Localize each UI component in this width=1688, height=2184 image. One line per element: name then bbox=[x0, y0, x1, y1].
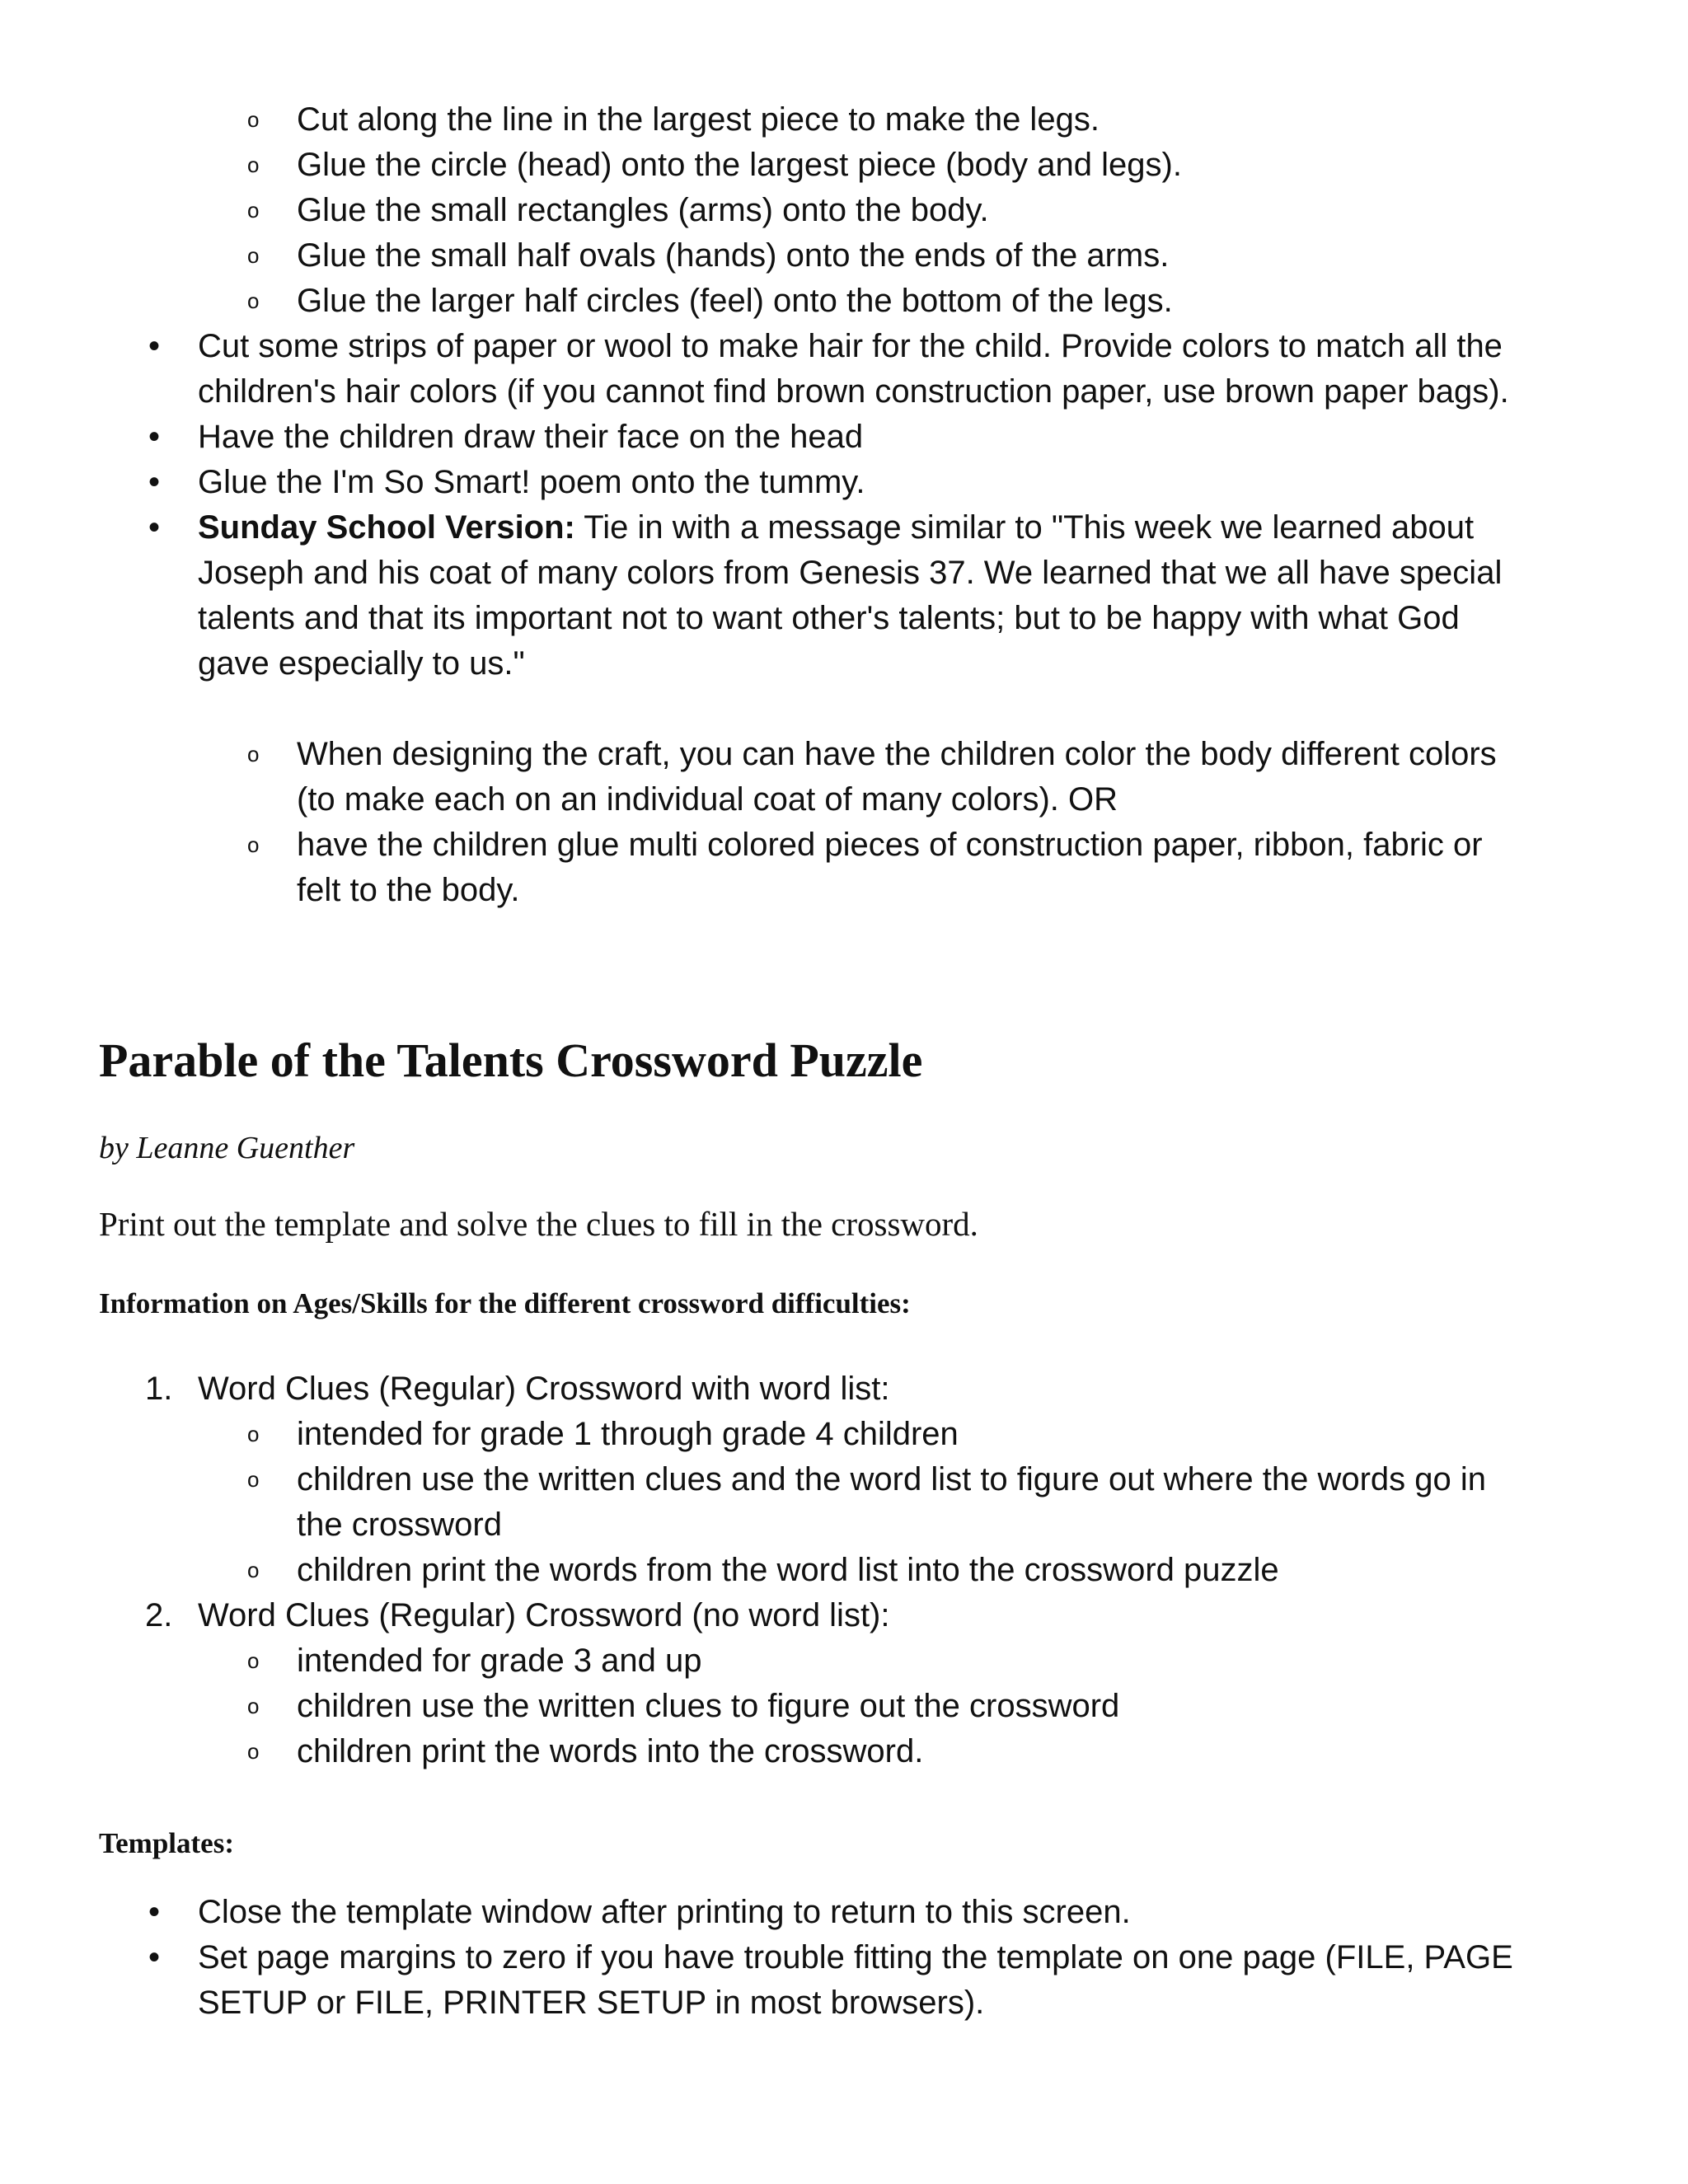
bullet-sunday-line bbox=[198, 505, 1474, 551]
design-option-line: (to make each on an individual coat of many colors). OR bbox=[297, 781, 1118, 818]
intro-text: Print out the template and solve the clues to fill in the crossword. bbox=[99, 1205, 978, 1243]
design-option-line: have the children glue multi colored pieces of construction paper, ribbon, fabric or bbox=[297, 827, 1483, 863]
hollow-bullet-icon: o bbox=[247, 152, 260, 177]
sub-item-text: children use the written clues to figure out the crossword bbox=[297, 1688, 1120, 1724]
hollow-bullet-icon: o bbox=[247, 1694, 260, 1718]
template-tip-text: Close the template window after printing to return to this screen. bbox=[198, 1894, 1131, 1930]
hollow-bullet-icon: o bbox=[247, 107, 260, 132]
step-text: Cut along the line in the largest piece to make the legs. bbox=[297, 101, 1100, 138]
bullet-icon: • bbox=[148, 509, 161, 546]
list-number: 1. bbox=[145, 1371, 173, 1407]
bullet-hair-line: Cut some strips of paper or wool to make hair for the child. Provide colors to match all the bbox=[198, 328, 1503, 364]
hollow-bullet-icon: o bbox=[247, 742, 260, 766]
bullet-icon: • bbox=[148, 419, 161, 455]
templates-heading: Templates: bbox=[99, 1827, 234, 1859]
hollow-bullet-icon: o bbox=[247, 288, 260, 313]
list-number: 2. bbox=[145, 1597, 173, 1633]
hollow-bullet-icon: o bbox=[247, 832, 260, 857]
sunday-school-label: Sunday School Version: bbox=[198, 509, 575, 546]
sub-item-text: children print the words from the word list into the crossword puzzle bbox=[297, 1552, 1279, 1588]
design-option-line: When designing the craft, you can have the children color the body different colors bbox=[297, 736, 1497, 772]
bullet-icon: • bbox=[148, 1894, 161, 1930]
bullet-sunday-line: talents and that its important not to want other's talents; but to be happy with what God bbox=[198, 600, 1460, 636]
step-text: Glue the small half ovals (hands) onto the ends of the arms. bbox=[297, 237, 1170, 274]
hollow-bullet-icon: o bbox=[247, 243, 260, 268]
bullet-sunday-line: Joseph and his coat of many colors from Genesis 37. We learned that we all have special bbox=[198, 555, 1503, 591]
hollow-bullet-icon: o bbox=[247, 198, 260, 223]
bullet-face-text: Have the children draw their face on the head bbox=[198, 419, 864, 455]
design-option-line: felt to the body. bbox=[297, 872, 520, 908]
sub-item-text: intended for grade 1 through grade 4 children bbox=[297, 1416, 959, 1452]
bullet-icon: • bbox=[148, 464, 161, 500]
numbered-item-label: Word Clues (Regular) Crossword with word list: bbox=[198, 1371, 890, 1407]
sub-item-text: children use the written clues and the word list to figure out where the words go in bbox=[297, 1461, 1487, 1497]
bullet-icon: • bbox=[148, 328, 161, 364]
bullet-icon: • bbox=[148, 1939, 161, 1975]
step-text: Glue the circle (head) onto the largest piece (body and legs). bbox=[297, 147, 1182, 183]
sub-item-text: children print the words into the crossword. bbox=[297, 1733, 924, 1769]
step-text: Glue the small rectangles (arms) onto the body. bbox=[297, 192, 989, 228]
template-tip-text: Set page margins to zero if you have trouble fitting the template on one page (FILE, PAGE bbox=[198, 1939, 1513, 1975]
sunday-school-text: Tie in with a message similar to "This week we learned about bbox=[574, 509, 1475, 546]
bullet-poem-text: Glue the I'm So Smart! poem onto the tummy. bbox=[198, 464, 865, 500]
step-text: Glue the larger half circles (feel) onto the bottom of the legs. bbox=[297, 283, 1173, 319]
info-heading: Information on Ages/Skills for the different crossword difficulties: bbox=[99, 1287, 911, 1319]
numbered-item-label: Word Clues (Regular) Crossword (no word list): bbox=[198, 1597, 890, 1633]
hollow-bullet-icon: o bbox=[247, 1422, 260, 1446]
sub-item-text: the crossword bbox=[297, 1507, 502, 1543]
hollow-bullet-icon: o bbox=[247, 1648, 260, 1673]
template-tip-text: SETUP or FILE, PRINTER SETUP in most browsers). bbox=[198, 1985, 985, 2021]
bullet-sunday-line: gave especially to us." bbox=[198, 645, 525, 682]
hollow-bullet-icon: o bbox=[247, 1558, 260, 1582]
sub-item-text: intended for grade 3 and up bbox=[297, 1643, 702, 1679]
byline: by Leanne Guenther bbox=[99, 1131, 355, 1165]
bullet-hair-line: children's hair colors (if you cannot find brown construction paper, use brown paper bags). bbox=[198, 373, 1509, 410]
section-title: Parable of the Talents Crossword Puzzle bbox=[99, 1033, 923, 1087]
hollow-bullet-icon: o bbox=[247, 1739, 260, 1764]
hollow-bullet-icon: o bbox=[247, 1467, 260, 1492]
